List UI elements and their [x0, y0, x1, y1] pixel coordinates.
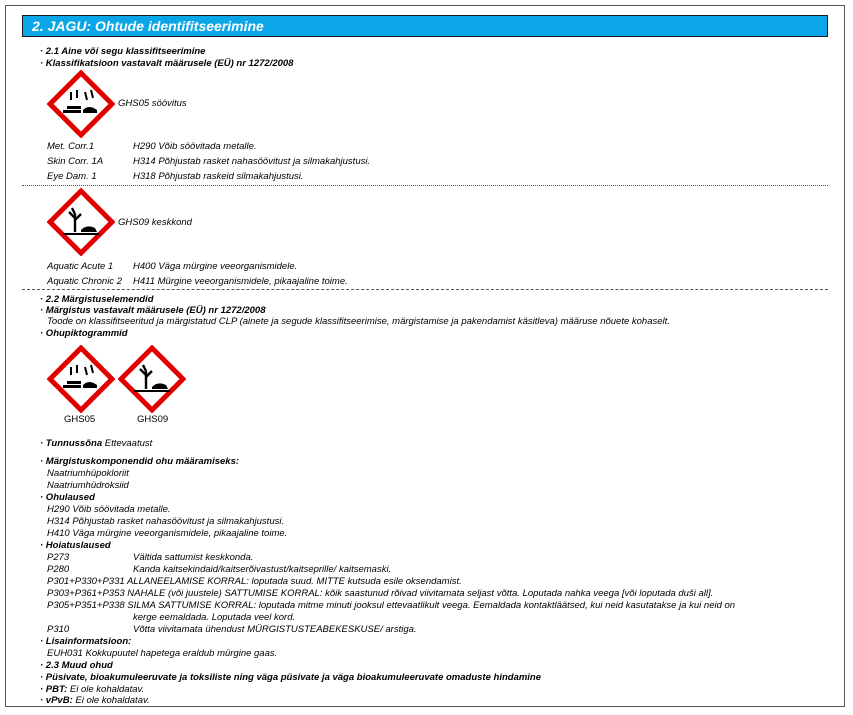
class-code: H314 Põhjustab rasket nahasöövitust ja silmakahjustusi. [133, 156, 371, 167]
labelling-note: Toode on klassifitseeritud ja märgistatud CLP (ainete ja segude klassifitseerimise, märgistamise ja pakendamist käsitleva) määruse nõuete kohaselt. [47, 316, 670, 327]
prec-text: SILMA SATTUMISE KORRAL: loputada mitme minuti jooksul ettevaatlikult veega. Eemaldada kontaktläätsed, kui neid kasutatakse ja kui neid on [127, 600, 736, 611]
pbt-value: Ei ole kohaldatav. [67, 684, 145, 695]
prec-text: Vältida sattumist keskkonda. [133, 552, 254, 563]
section-2-3-title: · 2.3 Muud ohud [40, 660, 113, 671]
pictogram-caption: GHS05 [64, 414, 96, 425]
component-item: Naatriumhüdroksiid [47, 480, 129, 491]
prec-text: Kanda kaitsekindaid/kaitserõivastust/kaitseprille/ kaitsemaski. [133, 564, 392, 575]
pbt-label: · PBT: [40, 684, 68, 695]
hazard-statement: H410 Väga mürgine veeorganismidele, pikaajaline toime. [47, 528, 288, 539]
dotted-separator [22, 185, 828, 186]
ghs09-environment-icon [118, 345, 186, 413]
prec-text: Võtta viivitamata ühendust MÜRGISTUSTEABEKESKUSE/ arstiga. [133, 624, 417, 635]
section-2-2-title: · 2.2 Märgistuselemendid [40, 294, 154, 305]
dashed-separator [22, 289, 828, 290]
prec-text: NAHALE (või juustele) SATTUMISE KORRAL: kõik saastunud rõivad viivitamata seljast võtta. Loputada nahka veega [või loputada duši all]. [127, 588, 714, 599]
class-code: H411 Mürgine veeorganismidele, pikaajaline toime. [133, 276, 348, 287]
section-2-1-title: · 2.1 Aine või segu klassifitseerimine [40, 46, 206, 57]
class-cat: Eye Dam. 1 [47, 171, 97, 182]
class-code: H400 Väga mürgine veeorganismidele. [133, 261, 298, 272]
signal-word [40, 438, 152, 449]
prec-code: P280 [47, 564, 70, 575]
ghs05-label: GHS05 söövitus [118, 98, 187, 109]
hazard-statements-title: · Ohulaused [40, 492, 95, 503]
vpvb-label: · vPvB: [40, 695, 73, 706]
class-cat: Aquatic Acute 1 [47, 261, 114, 272]
prec-code: P310 [47, 624, 70, 635]
class-cat: Aquatic Chronic 2 [47, 276, 122, 287]
prec-line [47, 588, 713, 599]
section-header: 2. JAGU: Ohtude identifitseerimine [22, 15, 828, 37]
pictograms-title: · Ohupiktogrammid [40, 328, 128, 339]
pbt-assessment-title: · Püsivate, bioakumuleeruvate ja toksiliste ning väga püsivate ja väga bioakumuleeruvate omaduste hindamine [40, 672, 542, 683]
prec-line [47, 576, 462, 587]
prec-line [47, 600, 735, 611]
precautionary-title: · Hoiatuslaused [40, 540, 111, 551]
ghs05-corrosion-icon [47, 70, 115, 138]
pbt-row [40, 684, 144, 695]
ghs05-corrosion-icon [47, 345, 115, 413]
classification-title: · Klassifikatsioon vastavalt määrusele (EÜ) nr 1272/2008 [40, 58, 294, 69]
class-code: H318 Põhjustab raskeid silmakahjustusi. [133, 171, 304, 182]
hazard-statement: H290 Võib söövitada metalle. [47, 504, 171, 515]
component-item: Naatriumhüpokloriit [47, 468, 129, 479]
prec-code: P303+P361+P353 [47, 588, 125, 599]
additional-info-title: · Lisainformatsioon: [40, 636, 132, 647]
signal-word-value: Ettevaatust [102, 438, 153, 449]
prec-text: kerge eemaldada. Loputada veel kord. [133, 612, 296, 623]
vpvb-value: Ei ole kohaldatav. [72, 695, 150, 706]
hazard-statement: H314 Põhjustab rasket nahasöövitust ja silmakahjustusi. [47, 516, 285, 527]
pictogram-caption: GHS09 [137, 414, 169, 425]
prec-text: ALLANEELAMISE KORRAL: loputada suud. MITTE kutsuda esile oksendamist. [126, 576, 462, 587]
signal-word-label: · Tunnussõna [40, 438, 103, 449]
additional-info: EUH031 Kokkupuutel hapetega eraldub mürgine gaas. [47, 648, 278, 659]
class-code: H290 Võib söövitada metalle. [133, 141, 257, 152]
labelling-title: · Märgistus vastavalt määrusele (EÜ) nr 1272/2008 [40, 305, 266, 316]
class-cat: Met. Corr.1 [47, 141, 95, 152]
prec-code: P273 [47, 552, 70, 563]
prec-code: P301+P330+P331 [47, 576, 125, 587]
prec-code: P305+P351+P338 [47, 600, 125, 611]
class-cat: Skin Corr. 1A [47, 156, 104, 167]
vpvb-row [40, 695, 150, 706]
ghs09-environment-icon [47, 188, 115, 256]
ghs09-label: GHS09 keskkond [118, 217, 192, 228]
components-title: · Märgistuskomponendid ohu määramiseks: [40, 456, 240, 467]
